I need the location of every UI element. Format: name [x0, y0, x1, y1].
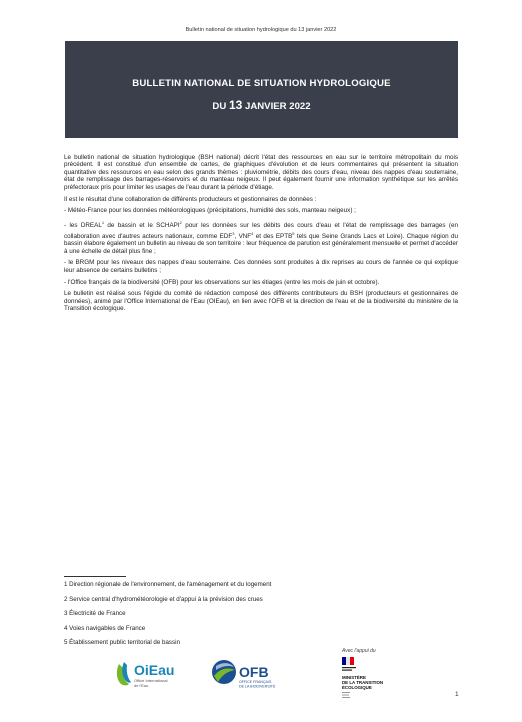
title-banner [65, 41, 458, 138]
page-number: 1 [455, 691, 459, 698]
footnote-ref: 5 [292, 230, 295, 236]
paragraph-intro: Le bulletin national de situation hydrologique (BSH national) décrit l'état des ressources en eau sur le territoire métropolitain du mois précédent. Il est constitué d'un ensemble de cartes, de graphiques d'évolution et de leurs commentaires qui présentent la situation quantitative des ressources en eau selon des grands thèmes : pluviométrie, débits des cours d'eau, niveau des nappes d'eau souterraine, état de remplissage des barrages-réservoirs et du manteau neigeux. Il peut également fournir une information synthétique sur les arrêtés préfectoraux pris pour limiter les usages de l'eau durant la période d'étiage. [64, 154, 458, 191]
footnote-ref: 2 [179, 220, 182, 226]
ofb-subtitle-2: DE LA BIODIVERSITÉ [239, 684, 276, 689]
list-item-meteo-france: - Météo-France pour les données météorologiques (précipitations, humidité des sols, manteau neigeux) ; [64, 207, 356, 215]
footnote-separator [64, 576, 126, 577]
paragraph-editorial: Le bulletin est réalisé sous l'égide du comité de rédaction composé des différents contributeurs du BSH (producteurs et gestionnaires de données), animé par l'Office International de l'Eau (OIEau), en lien avec l'OFB et la direction de l'eau et de la biodiversité du ministère de la Transition écologique. [64, 290, 458, 313]
ministere-logo [340, 655, 410, 701]
oieau-subtitle-1: Office International [134, 678, 168, 683]
motto-line [342, 692, 350, 693]
flag-red-icon [350, 657, 354, 665]
text-run: - les DREAL [64, 222, 102, 230]
flag-white-icon [346, 657, 350, 665]
ministere-logo-graphic [340, 655, 410, 701]
list-item-dreal [64, 219, 458, 255]
support-label: Avec l'appui du [342, 648, 376, 654]
footnote-item: 1 Direction régionale de l'environnement, de l'aménagement et du logement [64, 581, 272, 588]
ministere-line-3: ÉCOLOGIQUE [342, 685, 372, 690]
list-item-ofb: - l'Office français de la biodiversité (OFB) pour les observations sur les étiages (entre les mois de juin et octobre). [64, 278, 380, 286]
ofb-logo [210, 658, 290, 692]
ofb-logo-graphic [210, 658, 290, 692]
footnotes [64, 581, 364, 654]
ofb-subtitle-1: OFFICE FRANÇAIS [239, 680, 272, 684]
ministere-line-1: MINISTÈRE [342, 675, 366, 680]
text-run: , VNF [234, 232, 252, 240]
text-run: et des EPTB [253, 232, 293, 240]
flag-blue-icon [342, 657, 346, 665]
footnote-item: 3 Électricité de France [64, 610, 126, 618]
marianne-rule [342, 667, 356, 668]
banner-date-day: 13 [228, 98, 243, 112]
paragraph-collaboration: Il est le résultat d'une collaboration de différents producteurs et gestionnaires de données : [64, 195, 317, 203]
list-item-brgm: - le BRGM pour les niveaux des nappes d'eau souterraine. Ces données sont produites à dix reprises au cours de l'année ce qui explique leur absence de certains bulletins ; [64, 259, 458, 274]
running-header: Bulletin national de situation hydrologique du 13 janvier 2022 [185, 27, 337, 33]
marianne-rule [342, 670, 352, 671]
text-run: pour les données sur les débits des cours d'eau et l'état de remplissage des barrages (en collaboration avec d'autres acteurs nationaux, comme EDF [64, 222, 458, 240]
banner-title-line1: BULLETIN NATIONAL DE SITUATION HYDROLOGIQUE [132, 78, 391, 89]
footnote-item: 5 Établissement public territorial de bassin [64, 639, 180, 647]
banner-date-prefix: DU [212, 101, 229, 112]
motto-line [342, 697, 350, 698]
footnote-ref: 3 [232, 230, 235, 236]
ministere-line-2: DE LA TRANSITION [342, 680, 384, 685]
oieau-subtitle-2: de l'Eau [134, 683, 149, 688]
banner-title-line2 [65, 98, 458, 112]
ofb-name: OFB [239, 664, 269, 680]
footnote-ref: 1 [101, 220, 105, 226]
oieau-logo-graphic [115, 658, 187, 692]
footnote-item: 2 Service central d'hydrométéorologie et d'appui à la prévision des crues [64, 595, 263, 603]
body-text [64, 154, 458, 317]
footnote-item: 4 Voies navigables de France [64, 624, 146, 632]
oieau-name: OiEau [134, 662, 175, 678]
text-run: tels que Seine Grands Lacs et Loire). Chaque région du bassin élabore également un bulletin au niveau de son territoire : leur fréquence de parution est généralement mensuelle et permet d'accéder à une échelle de détail plus fine ; [64, 232, 459, 255]
banner-date-suffix: JANVIER 2022 [242, 101, 311, 112]
motto-line [342, 695, 349, 696]
text-run: de bassin et le SCHAPI [104, 222, 180, 230]
oieau-logo [115, 658, 187, 692]
footnote-ref: 4 [251, 230, 254, 236]
